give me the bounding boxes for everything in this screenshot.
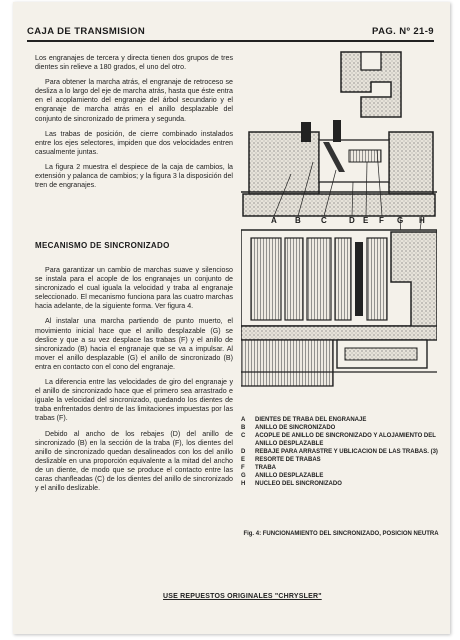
lower-section-view xyxy=(241,230,437,386)
paragraph: Debido al ancho de los rebajes (D) del anillo de sincronizado (B) en la sección de la traba (F), los dientes del anillo de sincronizado quedan desalineados con los del anillo deslizable en una proporción equivalente a la mitad del ancho de un diente, de modo que se produce el contacto entre las caras chanfleadas (C) de los dientes del anillo de sincronizado y el anillo deslizable. xyxy=(35,429,233,493)
callout-f: F xyxy=(379,216,384,225)
section-heading: CAJA DE TRANSMISION xyxy=(27,26,146,37)
synchronizer-diagram xyxy=(241,42,437,392)
paragraph: Las trabas de posición, de cierre combinado instalados entre los ejes selectores, impiden que dos velocidades entren casualmente juntas. xyxy=(35,129,233,156)
intro-text xyxy=(35,54,233,190)
legend-item: D REBAJE PARA ARRASTRE Y UBLICACION DE LAS TRABAS. (3) xyxy=(241,449,438,455)
paragraph: Para garantizar un cambio de marchas suave y silencioso se instala para el acople de los engranajes un conjunto de sincronizado el cual iguala la velocidad y traba al engranaje seleccionado. El mecanismo funciona para las cuatro marchas hacia adelante, de la siguiente forma. Ver figura 4. xyxy=(35,266,233,311)
callout-b: B xyxy=(295,216,301,225)
figure-legend xyxy=(241,416,441,488)
page-footer: USE REPUESTOS ORIGINALES "CHRYSLER" xyxy=(163,593,322,600)
document-page xyxy=(13,2,450,634)
page-header xyxy=(27,26,434,40)
legend-item: A DIENTES DE TRABA DEL ENGRANAJE xyxy=(241,417,367,423)
legend-item: H NUCLEO DEL SINCRONIZADO xyxy=(241,481,342,487)
page-number: PAG. Nº 21-9 xyxy=(372,26,434,37)
paragraph: Los engranajes de tercera y directa tienen dos grupos de tres dientes sin relieve a 180 grados, el uno del otro. xyxy=(35,54,233,72)
callout-h: H xyxy=(419,216,425,225)
callout-a: A xyxy=(271,216,277,225)
callout-e: E xyxy=(363,216,369,225)
legend-item: G ANILLO DESPLAZABLE xyxy=(241,473,324,479)
legend-item: F TRABA xyxy=(241,465,276,471)
figure-caption: Fig. 4: FUNCIONAMIENTO DEL SINCRONIZADO, POSICION NEUTRA xyxy=(243,531,439,537)
upper-section-view xyxy=(241,52,437,216)
paragraph: La diferencia entre las velocidades de giro del engranaje y el anillo de sincronizado hace que el primero sea arrastrado e iguale la velocidad del sincronizado, quedando los dientes de traba enfrentados dentro de las limitaciones impuestas por las trabas (F). xyxy=(35,378,233,423)
paragraph: La figura 2 muestra el despiece de la caja de cambios, la extensión y palanca de cambios; y la figura 3 la disposición del tren de engranajes. xyxy=(35,162,233,190)
legend-item: E RESORTE DE TRABAS xyxy=(241,457,321,463)
legend-item: C ACOPLE DE ANILLO DE SINCRONIZADO Y ALOJAMIENTO DEL ANILLO DESPLAZABLE xyxy=(241,433,436,447)
legend-item: B ANILLO DE SINCRONIZADO xyxy=(241,425,336,431)
section-text xyxy=(35,266,233,493)
callout-c: C xyxy=(321,216,327,225)
paragraph: Al instalar una marcha partiendo de punto muerto, el movimiento inicial hace que el anillo desplazable (G) se deslice y que a su vez desplace las trabas (F) y el anillo de sincronizado (B) hacia el engranaje que se va a impulsar. Al mover el anillo desplazable (G) el anillo de sincronizado (B) entra en contacto con el cono del engranaje. xyxy=(35,317,233,371)
callout-d: D xyxy=(349,216,355,225)
paragraph: Para obtener la marcha atrás, el engranaje de retroceso se desliza a lo largo del eje de marcha atrás, hasta que éste entra en el acoplamiento del engranaje del árbol secundario y el engranaje de marcha atrás en el anillo desplazable del conjunto de sincronizado de primera y segunda. xyxy=(35,78,233,123)
callout-g: G xyxy=(397,216,404,225)
section-title: MECANISMO DE SINCRONIZADO xyxy=(35,241,170,250)
callout-labels xyxy=(271,216,425,225)
